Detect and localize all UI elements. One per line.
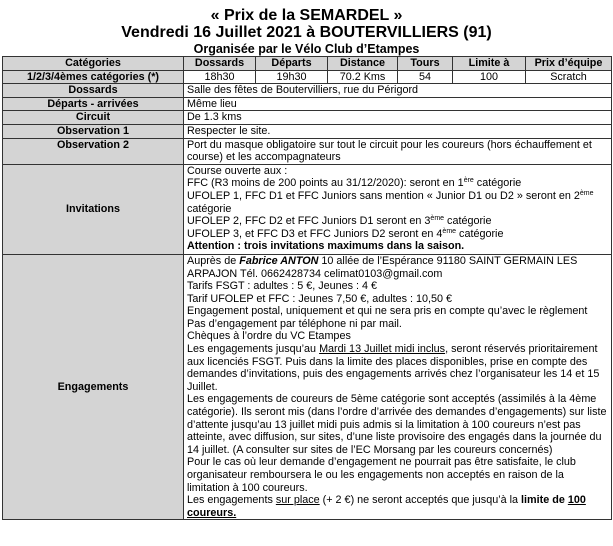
engagements-cheques: Chèques à l’ordre du VC Etampes (187, 330, 351, 343)
label-observation-1: Observation 1 (3, 124, 184, 138)
race-info-table (2, 56, 612, 520)
row-dossards (3, 84, 612, 98)
label-circuit: Circuit (3, 111, 184, 125)
row-departs (3, 97, 612, 111)
col-header-categories: Catégories (3, 57, 184, 71)
engagements-tarif-ufolep: Tarif UFOLEP et FFC : Jeunes 7,50 €, adultes : 10,50 € (187, 292, 453, 305)
engagements-refund: Pour le cas où leur demande d’engagement ne pourrait pas être satisfaite, le club organisateur remboursera le ou les engagements non acceptés en raison de la limitation à 100 coureurs. (187, 456, 576, 494)
invitations-line-ufolep2: UFOLEP 2, FFC D2 et FFC Juniors D1 seront en 3ème catégorie (187, 215, 492, 228)
invitations-intro: Course ouverte aux : (187, 164, 288, 177)
label-invitations: Invitations (3, 164, 184, 254)
label-departs: Départs - arrivées (3, 97, 184, 111)
label-engagements: Engagements (3, 254, 184, 519)
label-dossards: Dossards (3, 84, 184, 98)
value-invitations (184, 164, 612, 254)
value-departs: Même lieu (184, 97, 612, 111)
cell-tours: 54 (398, 70, 453, 84)
invitations-line-ufolep1: UFOLEP 1, FFC D1 et FFC Juniors sans mention « Junior D1 ou D2 » seront en 2ème catégorie (187, 189, 594, 215)
engagements-priority: Les engagements jusqu’au Mardi 13 Juillet midi inclus, seront réservés prioritairement aux licenciés FSGT. Puis dans la limite des places disponibles, prise en compte des demandes d’invitations, puis des engagements arrivés chez l’organisateur les 14 et 15 Juillet. (187, 343, 600, 393)
row-observation-2 (3, 138, 612, 164)
organizer-line: Organisée par le Vélo Club d’Etampes (193, 42, 420, 56)
cell-distance: 70.2 Kms (328, 70, 398, 84)
col-header-prix-equipe: Prix d’équipe (526, 57, 612, 71)
row-invitations (3, 164, 612, 254)
engagements-no-phone: Pas d’engagement par téléphone ni par mail. (187, 317, 402, 330)
cell-limite: 100 (453, 70, 526, 84)
engagements-contact: Auprès de Fabrice ANTON 10 allée de l’Espérance 91180 SAINT GERMAIN LES ARPAJON Tél. 0662428734 celimat0103@gmail.com (187, 254, 578, 280)
value-observation-1: Respecter le site. (184, 124, 612, 138)
row-observation-1 (3, 124, 612, 138)
value-engagements (184, 254, 612, 519)
value-observation-2: Port du masque obligatoire sur tout le circuit pour les coureurs (hors échauffement et course) et les accompagnateurs (184, 138, 612, 164)
col-header-dossards: Dossards (184, 57, 256, 71)
cell-prix-equipe: Scratch (526, 70, 612, 84)
cell-categories: 1/2/3/4èmes catégories (*) (3, 70, 184, 84)
label-observation-2: Observation 2 (3, 138, 184, 164)
table-row (3, 70, 612, 84)
col-header-distance: Distance (328, 57, 398, 71)
col-header-limite: Limite à (453, 57, 526, 71)
event-date-location: Vendredi 16 Juillet 2021 à BOUTERVILLIERS (91) (121, 24, 492, 41)
invitations-line-ffc-r3: FFC (R3 moins de 200 points au 31/12/2020): seront en 1ère catégorie (187, 177, 522, 190)
value-circuit: De 1.3 kms (184, 111, 612, 125)
cell-departs: 19h30 (256, 70, 328, 84)
engagements-on-site: Les engagements sur place (+ 2 €) ne seront acceptés que jusqu’à la limite de 100 coureurs. (187, 494, 586, 519)
invitations-warning: Attention : trois invitations maximums dans la saison. (187, 240, 465, 253)
engagements-tarif-fsgt: Tarifs FSGT : adultes : 5 €, Jeunes : 4 € (187, 280, 378, 293)
event-title: « Prix de la SEMARDEL » (210, 7, 403, 24)
cell-dossards: 18h30 (184, 70, 256, 84)
col-header-tours: Tours (398, 57, 453, 71)
table-header-row (3, 57, 612, 71)
engagements-postal: Engagement postal, uniquement et qui ne sera pris en compte qu’avec le règlement (187, 305, 588, 318)
value-dossards: Salle des fêtes de Boutervilliers, rue du Périgord (184, 84, 612, 98)
row-circuit (3, 111, 612, 125)
row-engagements (3, 254, 612, 519)
engagements-5th-category: Les engagements de coureurs de 5ème catégorie sont acceptés (assimilés à la 4ème catégorie). Ils seront mis (dans l’ordre d’arrivée des demandes d’engagements) sur liste d’attente jusqu’au 13 juillet midi puis admis si la limitation à 100 coureurs n’est pas atteinte, avec diffusion, sur sites, d’une liste provisoire des engagés dans la journée du 14 juillet. (A consulter sur sites de l’EC Morsang par les coureurs concernés) (187, 393, 607, 456)
invitations-line-ufolep3: UFOLEP 3, et FFC D3 et FFC Juniors D2 seront en 4ème catégorie (187, 227, 504, 240)
col-header-departs: Départs (256, 57, 328, 71)
